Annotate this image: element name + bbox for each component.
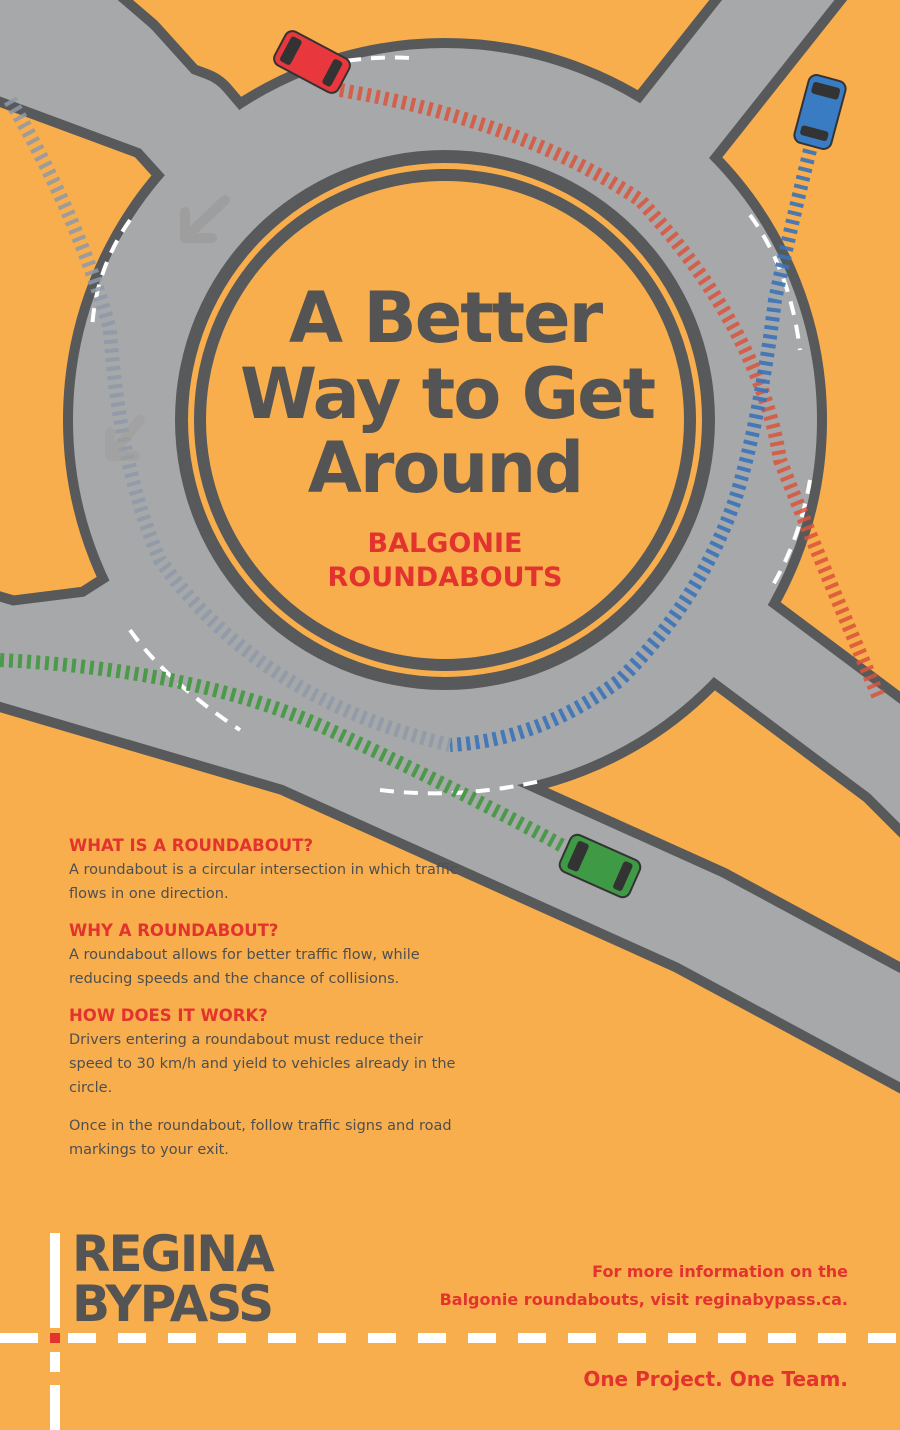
more-info-line: For more information on the <box>592 1262 848 1281</box>
section-text: Drivers entering a roundabout must reduce their speed to 30 km/h and yield to vehicles already in the circle. <box>69 1032 456 1096</box>
subtitle-line-1: BALGONIE <box>367 528 523 559</box>
footer-dash-line <box>0 1333 900 1343</box>
info-panel <box>69 836 469 1177</box>
logo-bar-lower <box>50 1352 60 1372</box>
section-text: Once in the roundabout, follow traffic signs and road markings to your exit. <box>69 1118 452 1158</box>
logo-bar-lowest <box>50 1385 60 1430</box>
more-info-text <box>440 1258 848 1314</box>
logo-line: REGINA <box>72 1225 273 1283</box>
tagline: One Project. One Team. <box>583 1367 848 1391</box>
title-line-2: Way to Get <box>239 353 655 435</box>
info-section <box>69 921 469 991</box>
logo-red-marker <box>50 1333 60 1343</box>
info-section <box>69 836 469 906</box>
section-text: A roundabout is a circular intersection in which traffic flows in one direction. <box>69 862 458 902</box>
section-heading: WHAT IS A ROUNDABOUT? <box>69 836 314 855</box>
info-section <box>69 1006 469 1162</box>
section-heading: WHY A ROUNDABOUT? <box>69 921 279 940</box>
title-line-3: Around <box>307 427 583 509</box>
logo-line: BYPASS <box>72 1275 273 1333</box>
logo-bar <box>50 1233 60 1328</box>
section-heading: HOW DOES IT WORK? <box>69 1006 268 1025</box>
more-info-line: Balgonie roundabouts, visit reginabypass.ca. <box>439 1290 848 1309</box>
section-text: A roundabout allows for better traffic flow, while reducing speeds and the chance of collisions. <box>69 947 420 987</box>
regina-bypass-logo <box>72 1225 273 1333</box>
blue-car-icon <box>793 73 848 150</box>
title-line-1: A Better <box>288 277 602 359</box>
subtitle-line-2: ROUNDABOUTS <box>327 562 563 593</box>
